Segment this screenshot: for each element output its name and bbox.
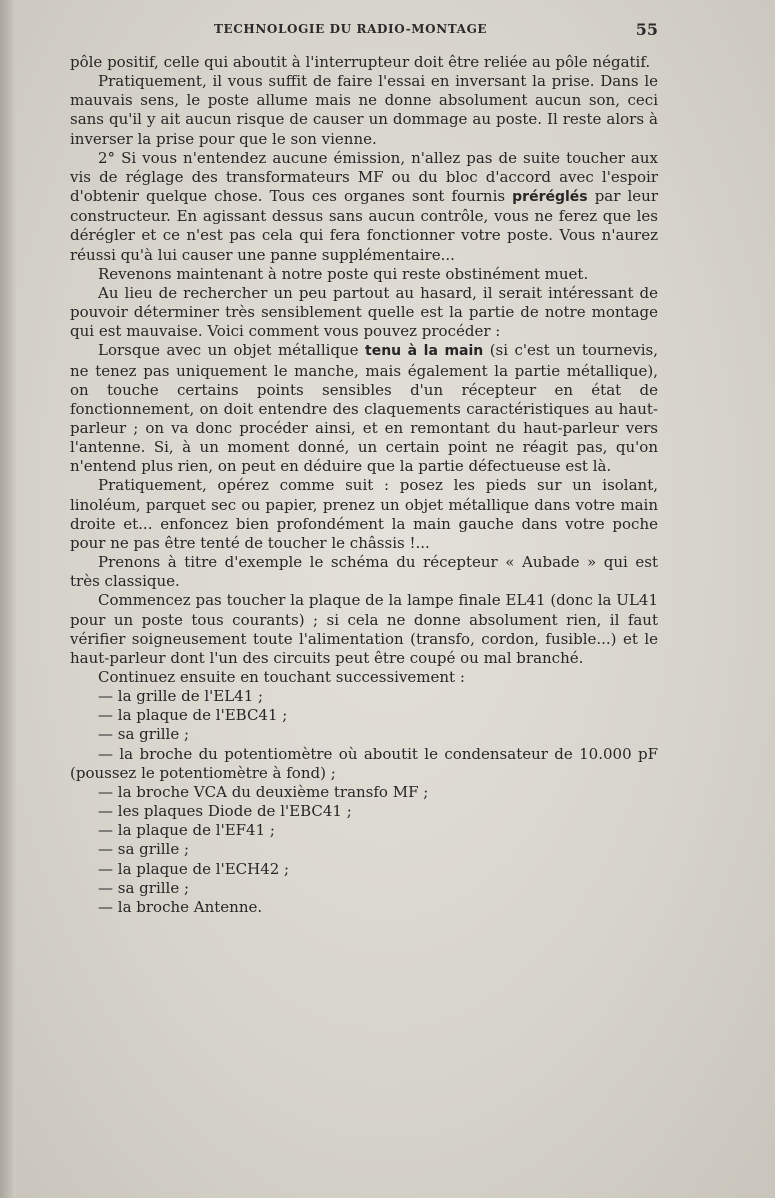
list-item: — la grille de l'EL41 ; (98, 687, 264, 706)
list-item: — la plaque de l'EF41 ; (98, 821, 275, 840)
list-item: — sa grille ; (98, 878, 190, 897)
paragraph: Pratiquement, opérez comme suit : posez les pieds sur un isolant, linoléum, parquet sec ou papier, prenez un objet métallique dans votre main droite et... enfoncez bien profondément la main gauche dans votre poche pour ne pas être tenté de toucher le châssis !... (70, 476, 658, 552)
list-item: — la plaque de l'EBC41 ; (98, 706, 288, 725)
page-binding-edge (0, 0, 16, 1198)
list-item: — la broche du potentiomètre où aboutit le condensateur de 10.000 pF (poussez le potentiomètre à fond) ; (70, 744, 658, 782)
emphasis-text: tenu à la main (365, 343, 484, 360)
emphasis-text: préréglés (512, 189, 588, 206)
paragraph-text: 2° Si vous n'entendez aucune émission, n'allez pas de suite toucher aux vis de réglage des transformateurs MF ou du bloc d'accord avec l'espoir d'obtenir quelque chose. Tous ces organes sont fournis (70, 148, 658, 206)
paragraph: Pratiquement, il vous suffit de faire l'essai en inversant la prise. Dans le mauvais sens, le poste allume mais ne donne absolument aucun son, ceci sans qu'il y ait aucun risque de causer un dommage au poste. Il reste alors à inverser la prise pour que le son vienne. (70, 72, 658, 148)
paragraph (70, 341, 658, 476)
paragraph: pôle positif, celle qui aboutit à l'interrupteur doit être reliée au pôle négatif. (70, 53, 651, 71)
paragraph-text: par leur constructeur. En agissant dessus sans aucun contrôle, vous ne ferez que les dérégler et ce n'est pas cela qui fera fonctionner votre poste. Vous n'aurez réussi qu'à lui causer une panne supplémentaire... (70, 187, 658, 264)
paragraph-text: (si c'est un tournevis, ne tenez pas uniquement le manche, mais également la partie métallique), on touche certains points sensibles d'un récepteur en état de fonctionnement, on doit entendre des claquements caractéristiques au haut-parleur ; on va donc procéder ainsi, et en remontant du haut-parleur vers l'antenne. Si, à un moment donné, un certain point ne réagit pas, qu'on n'entend plus rien, on peut en déduire que la partie défectueuse est là. (70, 341, 658, 476)
paragraph: Commencez pas toucher la plaque de la lampe finale EL41 (donc la UL41 pour un poste tous courants) ; si cela ne donne absolument rien, il faut vérifier soigneusement toute l'alimentation (transfo, cordon, fusible...) et le haut-parleur dont l'un des circuits peut être coupé ou mal branché. (70, 591, 658, 667)
paragraph: Au lieu de rechercher un peu partout au hasard, il serait intéressant de pouvoir déterminer très sensiblement quelle est la partie de notre montage qui est mauvaise. Voici comment vous pouvez procéder : (70, 283, 658, 341)
list-item: — la broche Antenne. (98, 897, 263, 916)
paragraph: Continuez ensuite en touchant successivement : (98, 668, 465, 686)
page-number: 55 (635, 20, 658, 39)
list-item: — sa grille ; (98, 725, 190, 744)
page-body (70, 53, 658, 917)
page-header (70, 20, 658, 40)
paragraph: Prenons à titre d'exemple le schéma du récepteur « Aubade » qui est très classique. (70, 553, 658, 591)
paragraph: Revenons maintenant à notre poste qui reste obstinément muet. (98, 264, 589, 283)
list-item: — la broche VCA du deuxième transfo MF ; (98, 782, 429, 801)
paragraph-text: Lorsque avec un objet métallique (98, 341, 366, 360)
list-item: — sa grille ; (98, 840, 190, 859)
list-item: — les plaques Diode de l'EBC41 ; (98, 802, 352, 821)
list-item: — la plaque de l'ECH42 ; (98, 859, 290, 878)
running-title: TECHNOLOGIE DU RADIO-MONTAGE (214, 22, 488, 36)
test-point-list (70, 687, 658, 917)
paragraph (70, 149, 658, 265)
